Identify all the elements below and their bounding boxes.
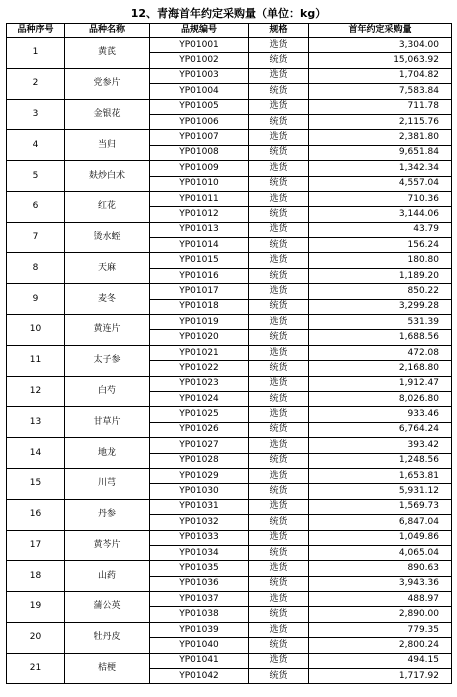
- spec-cell: 统货: [249, 515, 309, 530]
- quantity-cell: 1,704.82: [309, 68, 452, 83]
- spec-cell: 统货: [249, 330, 309, 345]
- variety-no-cell: 18: [7, 561, 65, 592]
- spec-code-cell: YP01007: [150, 130, 249, 145]
- variety-name-cell: 烫水蛭: [65, 222, 150, 253]
- spec-code-cell: YP01039: [150, 622, 249, 637]
- quantity-cell: 4,557.04: [309, 176, 452, 191]
- spec-code-cell: YP01019: [150, 315, 249, 330]
- quantity-cell: 779.35: [309, 622, 452, 637]
- quantity-cell: 6,764.24: [309, 422, 452, 437]
- variety-no-cell: 15: [7, 468, 65, 499]
- quantity-cell: 2,115.76: [309, 114, 452, 129]
- spec-cell: 统货: [249, 268, 309, 283]
- quantity-cell: 933.46: [309, 407, 452, 422]
- variety-name-cell: 金银花: [65, 99, 150, 130]
- variety-no-cell: 11: [7, 345, 65, 376]
- quantity-cell: 710.36: [309, 191, 452, 206]
- variety-name-cell: 甘草片: [65, 407, 150, 438]
- variety-no-cell: 6: [7, 191, 65, 222]
- variety-name-cell: 蒲公英: [65, 592, 150, 623]
- spec-cell: 统货: [249, 453, 309, 468]
- variety-no-cell: 20: [7, 622, 65, 653]
- spec-cell: 选货: [249, 376, 309, 391]
- quantity-cell: 1,912.47: [309, 376, 452, 391]
- spec-cell: 统货: [249, 207, 309, 222]
- quantity-cell: 472.08: [309, 345, 452, 360]
- spec-cell: 选货: [249, 561, 309, 576]
- table-row: [7, 38, 452, 53]
- spec-code-cell: YP01016: [150, 268, 249, 283]
- table-row: [7, 438, 452, 453]
- table-row: [7, 407, 452, 422]
- procurement-table: [6, 23, 452, 684]
- variety-no-cell: 1: [7, 38, 65, 69]
- quantity-cell: 9,651.84: [309, 145, 452, 160]
- spec-code-cell: YP01014: [150, 238, 249, 253]
- spec-cell: 选货: [249, 191, 309, 206]
- spec-cell: 统货: [249, 53, 309, 68]
- spec-code-cell: YP01021: [150, 345, 249, 360]
- table-row: [7, 161, 452, 176]
- quantity-cell: 494.15: [309, 653, 452, 668]
- spec-code-cell: YP01020: [150, 330, 249, 345]
- quantity-cell: 3,943.36: [309, 576, 452, 591]
- spec-code-cell: YP01024: [150, 391, 249, 406]
- spec-cell: 选货: [249, 315, 309, 330]
- quantity-cell: 531.39: [309, 315, 452, 330]
- table-row: [7, 222, 452, 237]
- spec-code-cell: YP01018: [150, 299, 249, 314]
- quantity-cell: 1,189.20: [309, 268, 452, 283]
- quantity-cell: 1,049.86: [309, 530, 452, 545]
- quantity-cell: 488.97: [309, 592, 452, 607]
- table-row: [7, 376, 452, 391]
- spec-code-cell: YP01015: [150, 253, 249, 268]
- variety-no-cell: 2: [7, 68, 65, 99]
- variety-name-cell: 丹参: [65, 499, 150, 530]
- quantity-cell: 5,931.12: [309, 484, 452, 499]
- spec-cell: 选货: [249, 99, 309, 114]
- table-row: [7, 622, 452, 637]
- table-row: [7, 499, 452, 514]
- variety-no-cell: 12: [7, 376, 65, 407]
- spec-cell: 统货: [249, 299, 309, 314]
- spec-code-cell: YP01042: [150, 669, 249, 684]
- spec-code-cell: YP01013: [150, 222, 249, 237]
- spec-code-cell: YP01022: [150, 361, 249, 376]
- spec-cell: 统货: [249, 176, 309, 191]
- spec-code-cell: YP01023: [150, 376, 249, 391]
- quantity-cell: 711.78: [309, 99, 452, 114]
- spec-code-cell: YP01002: [150, 53, 249, 68]
- quantity-cell: 180.80: [309, 253, 452, 268]
- quantity-cell: 1,717.92: [309, 669, 452, 684]
- spec-code-cell: YP01040: [150, 638, 249, 653]
- variety-no-cell: 17: [7, 530, 65, 561]
- table-row: [7, 191, 452, 206]
- spec-cell: 统货: [249, 361, 309, 376]
- spec-cell: 统货: [249, 114, 309, 129]
- quantity-cell: 156.24: [309, 238, 452, 253]
- variety-name-cell: 麦冬: [65, 284, 150, 315]
- spec-cell: 统货: [249, 669, 309, 684]
- variety-name-cell: 红花: [65, 191, 150, 222]
- variety-no-cell: 4: [7, 130, 65, 161]
- spec-cell: 选货: [249, 68, 309, 83]
- variety-name-cell: 党参片: [65, 68, 150, 99]
- table-row: [7, 284, 452, 299]
- variety-name-cell: 川芎: [65, 468, 150, 499]
- variety-name-cell: 黄芪: [65, 38, 150, 69]
- spec-code-cell: YP01026: [150, 422, 249, 437]
- spec-code-cell: YP01025: [150, 407, 249, 422]
- variety-name-cell: 地龙: [65, 438, 150, 469]
- variety-no-cell: 10: [7, 315, 65, 346]
- variety-no-cell: 16: [7, 499, 65, 530]
- spec-cell: 选货: [249, 499, 309, 514]
- spec-cell: 选货: [249, 468, 309, 483]
- table-row: [7, 592, 452, 607]
- quantity-cell: 4,065.04: [309, 545, 452, 560]
- spec-code-cell: YP01010: [150, 176, 249, 191]
- variety-name-cell: 黄连片: [65, 315, 150, 346]
- spec-cell: 统货: [249, 576, 309, 591]
- spec-code-cell: YP01027: [150, 438, 249, 453]
- quantity-cell: 850.22: [309, 284, 452, 299]
- quantity-cell: 2,168.80: [309, 361, 452, 376]
- variety-name-cell: 山药: [65, 561, 150, 592]
- spec-cell: 选货: [249, 622, 309, 637]
- variety-name-cell: 牡丹皮: [65, 622, 150, 653]
- spec-cell: 统货: [249, 145, 309, 160]
- spec-cell: 选货: [249, 161, 309, 176]
- spec-code-cell: YP01035: [150, 561, 249, 576]
- table-row: [7, 530, 452, 545]
- quantity-cell: 3,304.00: [309, 38, 452, 53]
- variety-no-cell: 21: [7, 653, 65, 684]
- quantity-cell: 1,688.56: [309, 330, 452, 345]
- spec-cell: 选货: [249, 407, 309, 422]
- quantity-cell: 6,847.04: [309, 515, 452, 530]
- table-title: 12、青海首年约定采购量（单位：kg）: [130, 7, 327, 20]
- spec-cell: 选货: [249, 592, 309, 607]
- quantity-cell: 3,144.06: [309, 207, 452, 222]
- table-row: [7, 99, 452, 114]
- quantity-cell: 890.63: [309, 561, 452, 576]
- spec-code-cell: YP01009: [150, 161, 249, 176]
- spec-code-cell: YP01028: [150, 453, 249, 468]
- table-row: [7, 130, 452, 145]
- spec-cell: 选货: [249, 653, 309, 668]
- quantity-cell: 15,063.92: [309, 53, 452, 68]
- spec-cell: 选货: [249, 38, 309, 53]
- table-row: [7, 345, 452, 360]
- spec-cell: 选货: [249, 438, 309, 453]
- quantity-cell: 393.42: [309, 438, 452, 453]
- variety-no-cell: 13: [7, 407, 65, 438]
- spec-cell: 选货: [249, 130, 309, 145]
- variety-name-cell: 太子参: [65, 345, 150, 376]
- variety-no-cell: 14: [7, 438, 65, 469]
- spec-code-cell: YP01033: [150, 530, 249, 545]
- spec-code-cell: YP01004: [150, 84, 249, 99]
- spec-cell: 选货: [249, 222, 309, 237]
- spec-cell: 统货: [249, 607, 309, 622]
- quantity-cell: 1,248.56: [309, 453, 452, 468]
- spec-code-cell: YP01038: [150, 607, 249, 622]
- table-row: [7, 468, 452, 483]
- header-spec-code: 品规编号: [150, 24, 249, 38]
- quantity-cell: 8,026.80: [309, 391, 452, 406]
- spec-code-cell: YP01017: [150, 284, 249, 299]
- variety-no-cell: 8: [7, 253, 65, 284]
- variety-name-cell: 黄芩片: [65, 530, 150, 561]
- variety-name-cell: 桔梗: [65, 653, 150, 684]
- variety-no-cell: 9: [7, 284, 65, 315]
- spec-code-cell: YP01036: [150, 576, 249, 591]
- spec-cell: 选货: [249, 530, 309, 545]
- spec-cell: 选货: [249, 253, 309, 268]
- variety-name-cell: 麸炒白术: [65, 161, 150, 192]
- header-row: [7, 24, 452, 38]
- header-quantity: 首年约定采购量: [309, 24, 452, 38]
- spec-cell: 选货: [249, 345, 309, 360]
- spec-code-cell: YP01001: [150, 38, 249, 53]
- spec-cell: 统货: [249, 484, 309, 499]
- spec-code-cell: YP01011: [150, 191, 249, 206]
- table-row: [7, 561, 452, 576]
- spec-code-cell: YP01003: [150, 68, 249, 83]
- spec-code-cell: YP01006: [150, 114, 249, 129]
- variety-name-cell: 白芍: [65, 376, 150, 407]
- spec-cell: 统货: [249, 638, 309, 653]
- quantity-cell: 43.79: [309, 222, 452, 237]
- spec-code-cell: YP01005: [150, 99, 249, 114]
- spec-cell: 选货: [249, 284, 309, 299]
- quantity-cell: 2,381.80: [309, 130, 452, 145]
- spec-code-cell: YP01012: [150, 207, 249, 222]
- quantity-cell: 7,583.84: [309, 84, 452, 99]
- quantity-cell: 1,342.34: [309, 161, 452, 176]
- spec-code-cell: YP01030: [150, 484, 249, 499]
- variety-no-cell: 3: [7, 99, 65, 130]
- spec-code-cell: YP01008: [150, 145, 249, 160]
- table-row: [7, 68, 452, 83]
- variety-name-cell: 当归: [65, 130, 150, 161]
- table-row: [7, 253, 452, 268]
- spec-cell: 统货: [249, 238, 309, 253]
- spec-code-cell: YP01032: [150, 515, 249, 530]
- header-variety-name: 品种名称: [65, 24, 150, 38]
- spec-cell: 统货: [249, 545, 309, 560]
- spec-code-cell: YP01041: [150, 653, 249, 668]
- table-row: [7, 653, 452, 668]
- spec-cell: 统货: [249, 84, 309, 99]
- spec-code-cell: YP01037: [150, 592, 249, 607]
- quantity-cell: 1,653.81: [309, 468, 452, 483]
- quantity-cell: 2,890.00: [309, 607, 452, 622]
- variety-no-cell: 7: [7, 222, 65, 253]
- spec-code-cell: YP01031: [150, 499, 249, 514]
- header-spec: 规格: [249, 24, 309, 38]
- variety-no-cell: 5: [7, 161, 65, 192]
- spec-code-cell: YP01034: [150, 545, 249, 560]
- table-body: [7, 38, 452, 684]
- table-row: [7, 315, 452, 330]
- quantity-cell: 1,569.73: [309, 499, 452, 514]
- spec-code-cell: YP01029: [150, 468, 249, 483]
- spec-cell: 统货: [249, 391, 309, 406]
- variety-no-cell: 19: [7, 592, 65, 623]
- header-variety-no: 品种序号: [7, 24, 65, 38]
- quantity-cell: 2,800.24: [309, 638, 452, 653]
- spec-cell: 统货: [249, 422, 309, 437]
- variety-name-cell: 天麻: [65, 253, 150, 284]
- quantity-cell: 3,299.28: [309, 299, 452, 314]
